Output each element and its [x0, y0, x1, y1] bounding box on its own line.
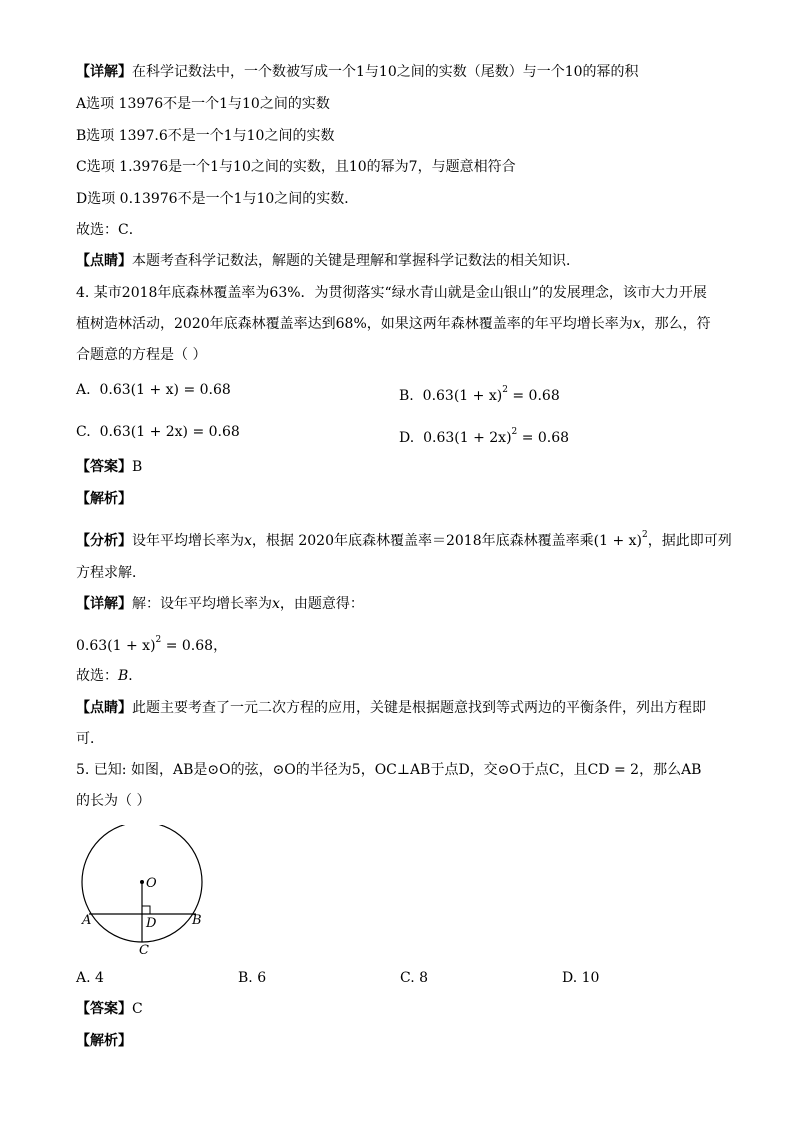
q4-analysis-tag	[76, 490, 132, 508]
q4-var: x	[632, 316, 641, 332]
detail-tag: 【详解】	[76, 64, 132, 80]
q4-comment	[76, 699, 706, 717]
q4-option-a	[76, 381, 231, 399]
fenxi-text2: ，根据 2020年底森林覆盖率＝2018年底森林覆盖率乘	[251, 533, 594, 549]
q4-detail	[76, 595, 364, 613]
detail-text2: ，由题意得：	[279, 596, 364, 612]
label-o: O	[146, 876, 157, 891]
detail-text: 在科学记数法中，一个数被写成一个1与10之间的实数（尾数）与一个10的幂的积	[132, 64, 639, 80]
q4-choose	[76, 667, 142, 685]
exponent: 2	[511, 427, 518, 437]
prev-option-c: C选项 1.3976是一个1与10之间的实数，且10的幂为7，与题意相符合	[76, 159, 516, 175]
q5-option-a: A. 4	[76, 970, 104, 986]
prev-option-a: A选项 13976不是一个1与10之间的实数	[76, 96, 330, 112]
detail-text: 解：设年平均增长率为	[132, 596, 272, 612]
option-label: D.	[399, 430, 415, 446]
comment-tag: 【点睛】	[76, 700, 132, 716]
label-a: A	[82, 913, 92, 928]
equation-tail: = 0.68，	[165, 638, 228, 654]
label-c: C	[139, 943, 149, 958]
fenxi-var: x	[244, 533, 252, 549]
option-label: C.	[76, 424, 91, 440]
prev-detail-line	[76, 63, 639, 81]
option-formula: 0.63(1 + 2x)	[423, 430, 512, 446]
choose-end: ．	[128, 668, 143, 684]
answer-value: C	[132, 1001, 143, 1017]
equation-formula: 0.63(1 + x)	[76, 638, 156, 654]
analysis-tag: 【解析】	[76, 1033, 132, 1049]
exponent: 2	[641, 530, 648, 540]
q4-stem-end: ，那么，符	[640, 316, 711, 332]
q4-answer	[76, 458, 142, 476]
option-formula: 0.63(1 + x)	[422, 388, 503, 404]
prev-choose: 故选：C．	[76, 222, 143, 238]
exponent: 2	[155, 635, 162, 645]
option-formula: 0.63(1 + 2x) = 0.68	[99, 424, 240, 440]
answer-tag: 【答案】	[76, 459, 132, 475]
option-formula: 0.63(1 + x) = 0.68	[99, 382, 231, 398]
q5-stem-line1: 5. 已知: 如图，AB是⊙O的弦，⊙O的半径为5，OC⊥AB于点D，交⊙O于点C，且CD = 2，那么AB	[76, 762, 702, 778]
q4-option-b	[399, 381, 560, 405]
q4-fenxi-line2: 方程求解．	[76, 565, 146, 581]
choose-value: B	[118, 668, 129, 684]
q4-stem-text: 植树造林活动，2020年底森林覆盖率达到68%，如果这两年森林覆盖率的年平均增长率为	[76, 316, 633, 332]
q4-stem-line3: 合题意的方程是（ ）	[76, 347, 207, 363]
q4-equation	[76, 631, 227, 655]
prev-comment	[76, 252, 580, 270]
fenxi-tag: 【分析】	[76, 533, 132, 549]
option-label: A.	[76, 382, 91, 398]
fenxi-formula: (1 + x)	[593, 533, 642, 549]
fenxi-text3: ，据此即可列	[647, 533, 732, 549]
fenxi-text: 设年平均增长率为	[132, 533, 244, 549]
choose-text: 故选：	[76, 668, 118, 684]
right-angle-mark	[142, 906, 150, 914]
q4-comment-line2: 可．	[76, 731, 104, 747]
q4-stem-line1: 4. 某市2018年底森林覆盖率为63%．为贯彻落实“绿水青山就是金山银山”的发展理念，该市大力开展	[76, 285, 707, 301]
q5-option-d: D. 10	[562, 970, 600, 986]
q4-option-c	[76, 423, 240, 441]
analysis-tag: 【解析】	[76, 491, 132, 507]
label-d: D	[146, 916, 157, 931]
q4-fenxi	[76, 526, 732, 550]
center-dot	[140, 880, 144, 884]
comment-text: 本题考查科学记数法，解题的关键是理解和掌握科学记数法的相关知识．	[132, 253, 580, 269]
circle-figure	[76, 825, 216, 960]
exponent: 2	[502, 385, 508, 395]
label-b: B	[192, 913, 202, 928]
q5-option-b: B. 6	[238, 970, 267, 986]
q4-stem-line2	[76, 315, 711, 333]
q5-stem-line2: 的长为（ ）	[76, 793, 151, 809]
comment-text: 此题主要考查了一元二次方程的应用，关键是根据题意找到等式两边的平衡条件，列出方程即	[132, 700, 706, 716]
detail-tag: 【详解】	[76, 596, 132, 612]
option-label: B.	[399, 388, 414, 404]
comment-tag: 【点睛】	[76, 253, 132, 269]
answer-tag: 【答案】	[76, 1001, 132, 1017]
option-formula-tail: = 0.68	[521, 430, 570, 446]
answer-value: B	[132, 459, 143, 475]
q5-answer	[76, 1000, 143, 1018]
prev-option-d: D选项 0.13976不是一个1与10之间的实数．	[76, 191, 359, 207]
q4-option-d	[399, 423, 569, 447]
detail-var: x	[272, 596, 280, 612]
q5-option-c: C. 8	[400, 970, 429, 986]
prev-option-b: B选项 1397.6不是一个1与10之间的实数	[76, 128, 335, 144]
q5-analysis-tag	[76, 1032, 132, 1050]
option-formula-tail: = 0.68	[512, 388, 560, 404]
